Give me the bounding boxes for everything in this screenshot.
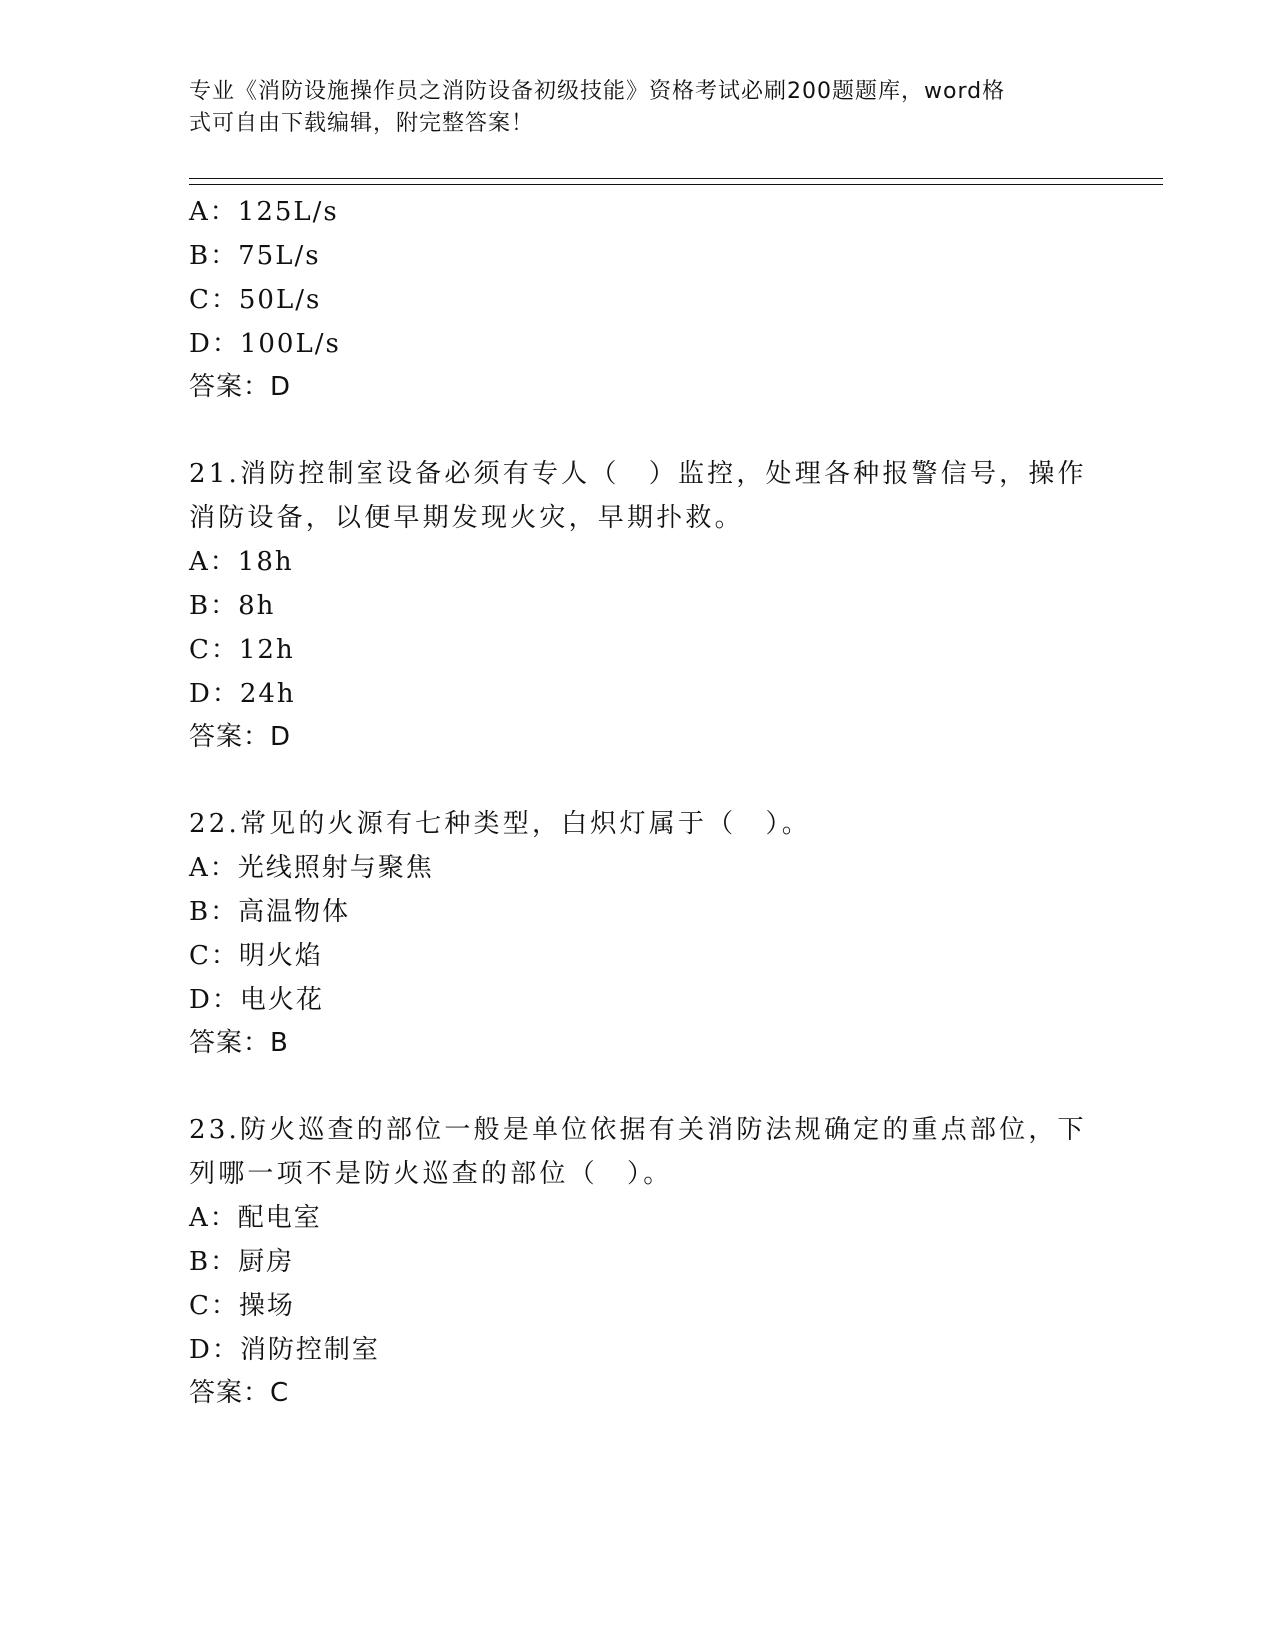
header-line-2: 式可自由下载编辑，附完整答案！ [189, 111, 535, 136]
q20-option-b: B：75L/s [189, 241, 321, 271]
q23-text-line-1: 23.防火巡查的部位一般是单位依据有关消防法规确定的重点部位，下 [189, 1115, 1087, 1145]
q22-text-line-1: 22.常见的火源有七种类型，白炽灯属于（ ）。 [189, 809, 811, 839]
q20-option-d: D：100L/s [189, 329, 341, 359]
q21-option-b: B：8h [189, 591, 276, 621]
q22-option-a: A：光线照射与聚焦 [189, 853, 434, 883]
q21-answer: 答案：D [189, 722, 292, 752]
q22-option-b: B：高温物体 [189, 897, 351, 927]
q20-option-a: A：125L/s [189, 197, 339, 227]
q21-text-line-2: 消防设备，以便早期发现火灾，早期扑救。 [189, 503, 744, 533]
q23-option-c: C：操场 [189, 1291, 295, 1321]
q23-option-d: D：消防控制室 [189, 1335, 380, 1365]
q22-option-c: C：明火焰 [189, 941, 323, 971]
q21-option-c: C：12h [189, 635, 295, 665]
q20-option-c: C：50L/s [189, 285, 322, 315]
header-divider-bottom [189, 184, 1163, 185]
q21-option-d: D：24h [189, 679, 296, 709]
q23-answer: 答案：C [189, 1378, 290, 1408]
document-header [189, 76, 1069, 140]
header-line-1: 专业《消防设施操作员之消防设备初级技能》资格考试必刷200题题库，word格 [189, 79, 1006, 104]
header-divider-top [189, 178, 1163, 179]
q23-text-line-2: 列哪一项不是防火巡查的部位（ ）。 [189, 1159, 673, 1189]
q22-answer: 答案：B [189, 1028, 289, 1058]
q21-text-line-1: 21.消防控制室设备必须有专人（ ）监控，处理各种报警信号，操作 [189, 459, 1087, 489]
q23-option-b: B：厨房 [189, 1247, 295, 1277]
q23-option-a: A：配电室 [189, 1203, 322, 1233]
q21-option-a: A：18h [189, 547, 294, 577]
q20-answer: 答案：D [189, 372, 292, 402]
q22-option-d: D：电火花 [189, 985, 324, 1015]
